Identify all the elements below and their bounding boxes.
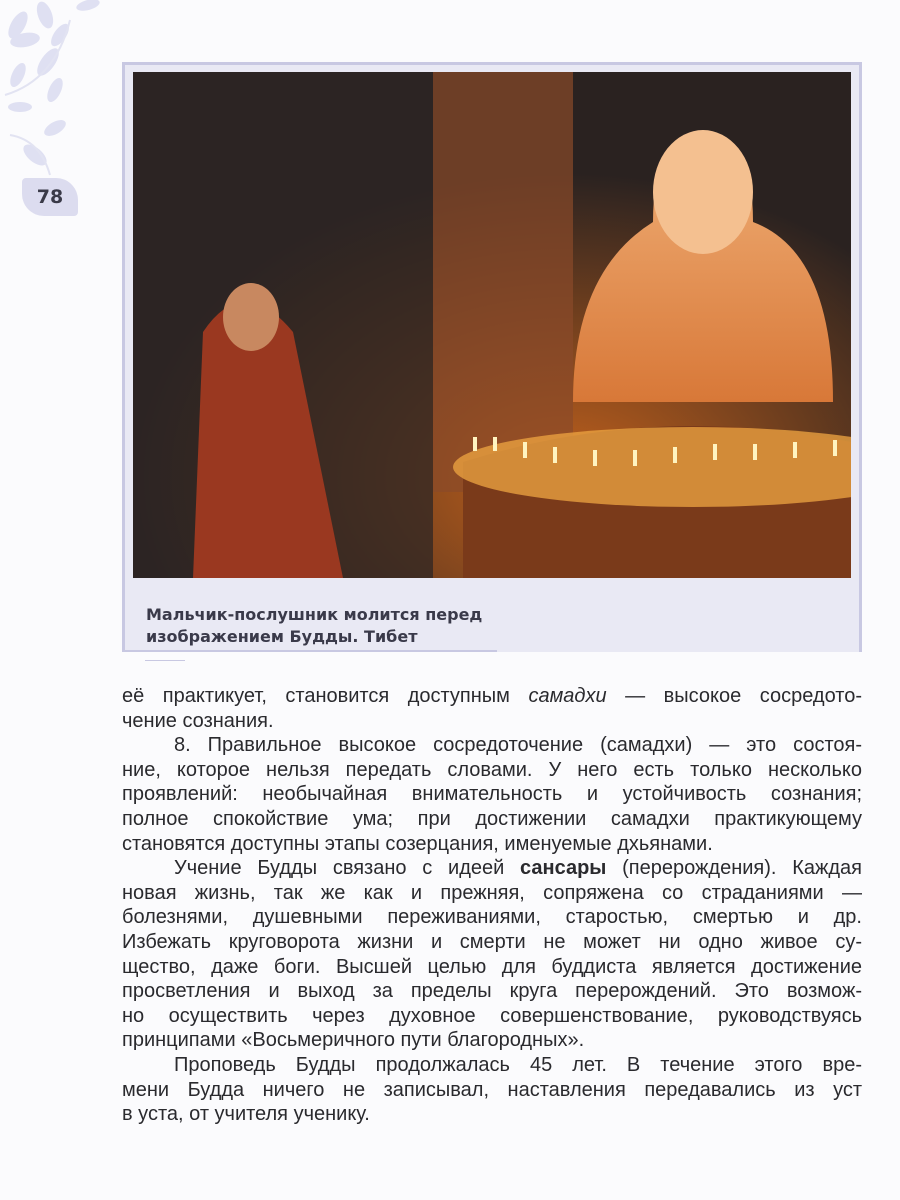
text-line — [122, 684, 862, 709]
italic-term: самадхи — [528, 685, 607, 707]
text-line — [122, 856, 862, 881]
caption-divider-short — [145, 660, 185, 661]
text-line — [122, 1028, 862, 1053]
text-line — [122, 930, 862, 955]
text-line — [122, 979, 862, 1004]
text-line — [122, 905, 862, 930]
text-segment: проявлений: необычайная внимательность и устойчивость сознания; — [122, 783, 862, 806]
text-segment: чение сознания. — [122, 709, 274, 732]
text-segment: полное спокойствие ума; при достижении самадхи практикующему — [122, 807, 862, 830]
text-segment: щество, даже боги. Высшей целью для буддиста является достижение — [122, 955, 862, 978]
text-segment: просветления и выход за пределы круга перерождений. Это возмож- — [122, 980, 862, 1003]
caption-line: изображением Будды. Тибет — [146, 627, 418, 646]
text-line — [122, 1053, 862, 1078]
text-segment: Учение Будды связано с идеей — [174, 857, 521, 880]
text-segment: — высокое сосредото- — [606, 685, 862, 707]
text-segment: её практикует, становится доступным — [122, 685, 529, 707]
text-line — [122, 733, 862, 758]
text-line — [122, 881, 862, 906]
text-line — [122, 1078, 862, 1103]
text-line — [122, 758, 862, 783]
text-segment: новая жизнь, так же как и прежняя, сопряжена со страданиями — — [122, 881, 862, 904]
bold-term: сансары — [520, 857, 607, 880]
photo-monk-praying-before-buddha — [133, 72, 851, 578]
text-segment: принципами «Восьмеричного пути благородных». — [122, 1029, 585, 1052]
text-line — [122, 955, 862, 980]
text-segment: 8. Правильное высокое сосредоточение (самадхи) — это состоя- — [174, 734, 862, 757]
text-segment: становятся доступны этапы созерцания, именуемые дхьянами. — [122, 832, 713, 855]
text-segment: (перерождения). Каждая — [606, 857, 862, 880]
text-segment: но осуществить через духовное совершенствование, руководствуясь — [122, 1004, 862, 1027]
text-line — [122, 709, 862, 734]
figure-caption — [146, 604, 482, 648]
text-segment: в уста, от учителя ученику. — [122, 1103, 370, 1126]
page-number: 78 — [22, 178, 78, 216]
text-segment: ние, которое нельзя передать словами. У него есть только несколько — [122, 758, 862, 781]
caption-divider — [122, 650, 497, 652]
text-line — [122, 1102, 862, 1127]
text-segment: мени Будда ничего не записывал, наставления передавались из уст — [122, 1078, 862, 1101]
text-line — [122, 782, 862, 807]
text-segment: Проповедь Будды продолжалась 45 лет. В течение этого вре- — [174, 1053, 862, 1076]
text-segment: Избежать круговорота жизни и смерти не может ни одно живое су- — [122, 930, 862, 953]
caption-line: Мальчик-послушник молится перед — [146, 605, 483, 624]
text-line — [122, 807, 862, 832]
text-segment: болезнями, душевными переживаниями, старостью, смертью и др. — [122, 906, 862, 929]
text-line — [122, 832, 862, 857]
text-line — [122, 1004, 862, 1029]
body-text — [122, 684, 862, 1127]
